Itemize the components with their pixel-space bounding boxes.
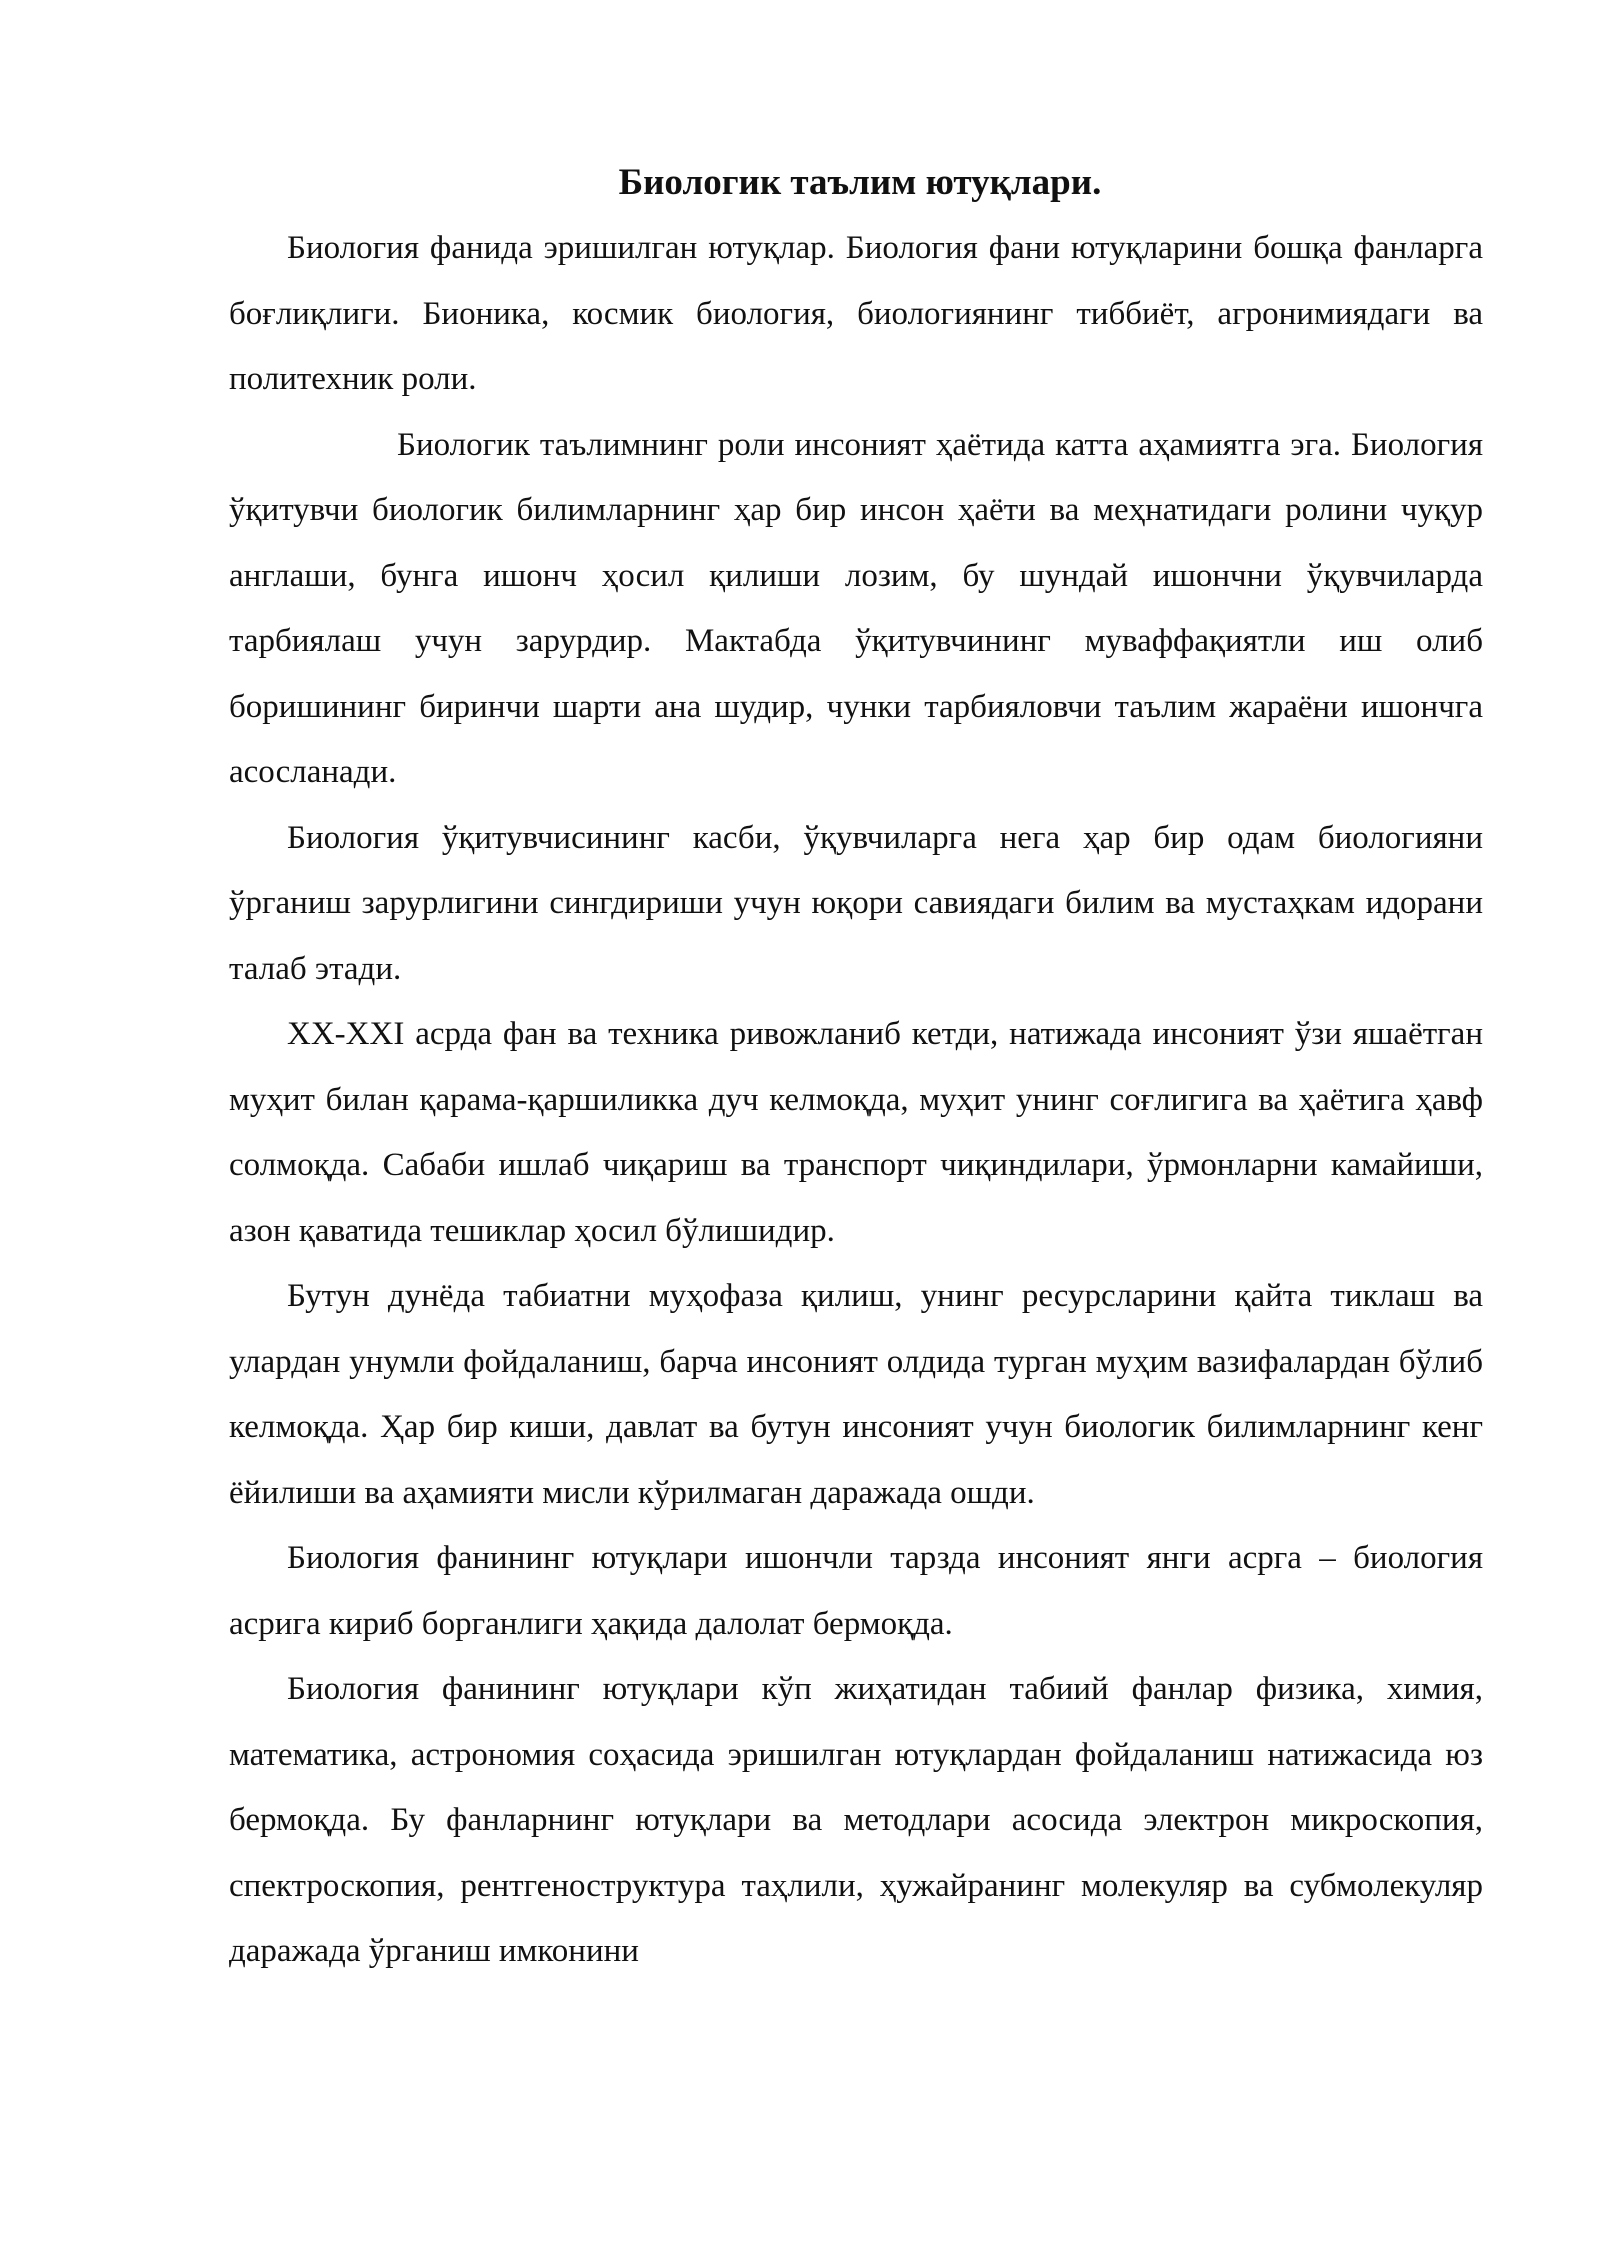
paragraph-teacher-profession: Биология ўқитувчисининг касби, ўқувчиларга нега ҳар бир одам биологияни ўрганиш зарурлигини сингдириши учун юқори савиядаги билим ва мустаҳкам идорани талаб этади.: [229, 819, 1483, 987]
paragraph-achievements-intro: Биология фанида эришилган ютуқлар. Биология фани ютуқларини бошқа фанларга боғлиқлиги. Бионика, космик биология, биологиянинг тиббиёт, агронимиядаги ва политехник роли.: [229, 230, 1483, 397]
document-page: [229, 150, 1483, 1985]
document-title: Биологик таълим ютуқлари.: [618, 162, 1102, 203]
paragraph-role-of-education: Биологик таълимнинг роли инсоният ҳаётида катта аҳамиятга эга. Биология ўқитувчи биологик билимларнинг ҳар бир инсон ҳаёти ва меҳнатидаги ролини чуқур англаши, бунга ишонч ҳосил қилиши лозим, бу шундай ишончни ўқувчиларда тарбиялаш учун зарурдир. Мактабда ўқитувчининг муваффақиятли иш олиб боришининг биринчи шарти ана шудир, чунки тарбияловчи таълим жараёни ишончга асосланади.: [229, 426, 1483, 790]
paragraph-age-of-biology: Биология фанининг ютуқлари ишончли тарзда инсоният янги асрга – биология асрига кириб борганлиги ҳақида далолат бермоқда.: [229, 1540, 1483, 1642]
paragraph-natural-sciences-methods: Биология фанининг ютуқлари кўп жиҳатидан табиий фанлар физика, химия, математика, астрономия соҳасида эришилган ютуқлардан фойдаланиш натижасида юз бермоқда. Бу фанларнинг ютуқлари ва методлари асосида электрон микроскопия, спектроскопия, рентгеноструктура таҳлили, ҳужайранинг молекуляр ва субмолекуляр даражада ўрганиш имконини: [229, 1671, 1483, 1969]
paragraph-nature-protection: Бутун дунёда табиатни муҳофаза қилиш, унинг ресурсларини қайта тиклаш ва улардан унумли фойдаланиш, барча инсоният олдида турган муҳим вазифалардан бўлиб келмоқда. Ҳар бир киши, давлат ва бутун инсоният учун биологик билимларнинг кенг ёйилиши ва аҳамияти мисли кўрилмаган даражада ошди.: [229, 1278, 1483, 1511]
paragraph-environment-threats: XX-XXI асрда фан ва техника ривожланиб кетди, натижада инсоният ўзи яшаётган муҳит билан қарама-қаршиликка дуч келмоқда, муҳит унинг соғлигига ва ҳаётига ҳавф солмоқда. Сабаби ишлаб чиқариш ва транспорт чиқиндилари, ўрмонларни камайиши, азон қаватида тешиклар ҳосил бўлишидир.: [229, 1016, 1483, 1249]
